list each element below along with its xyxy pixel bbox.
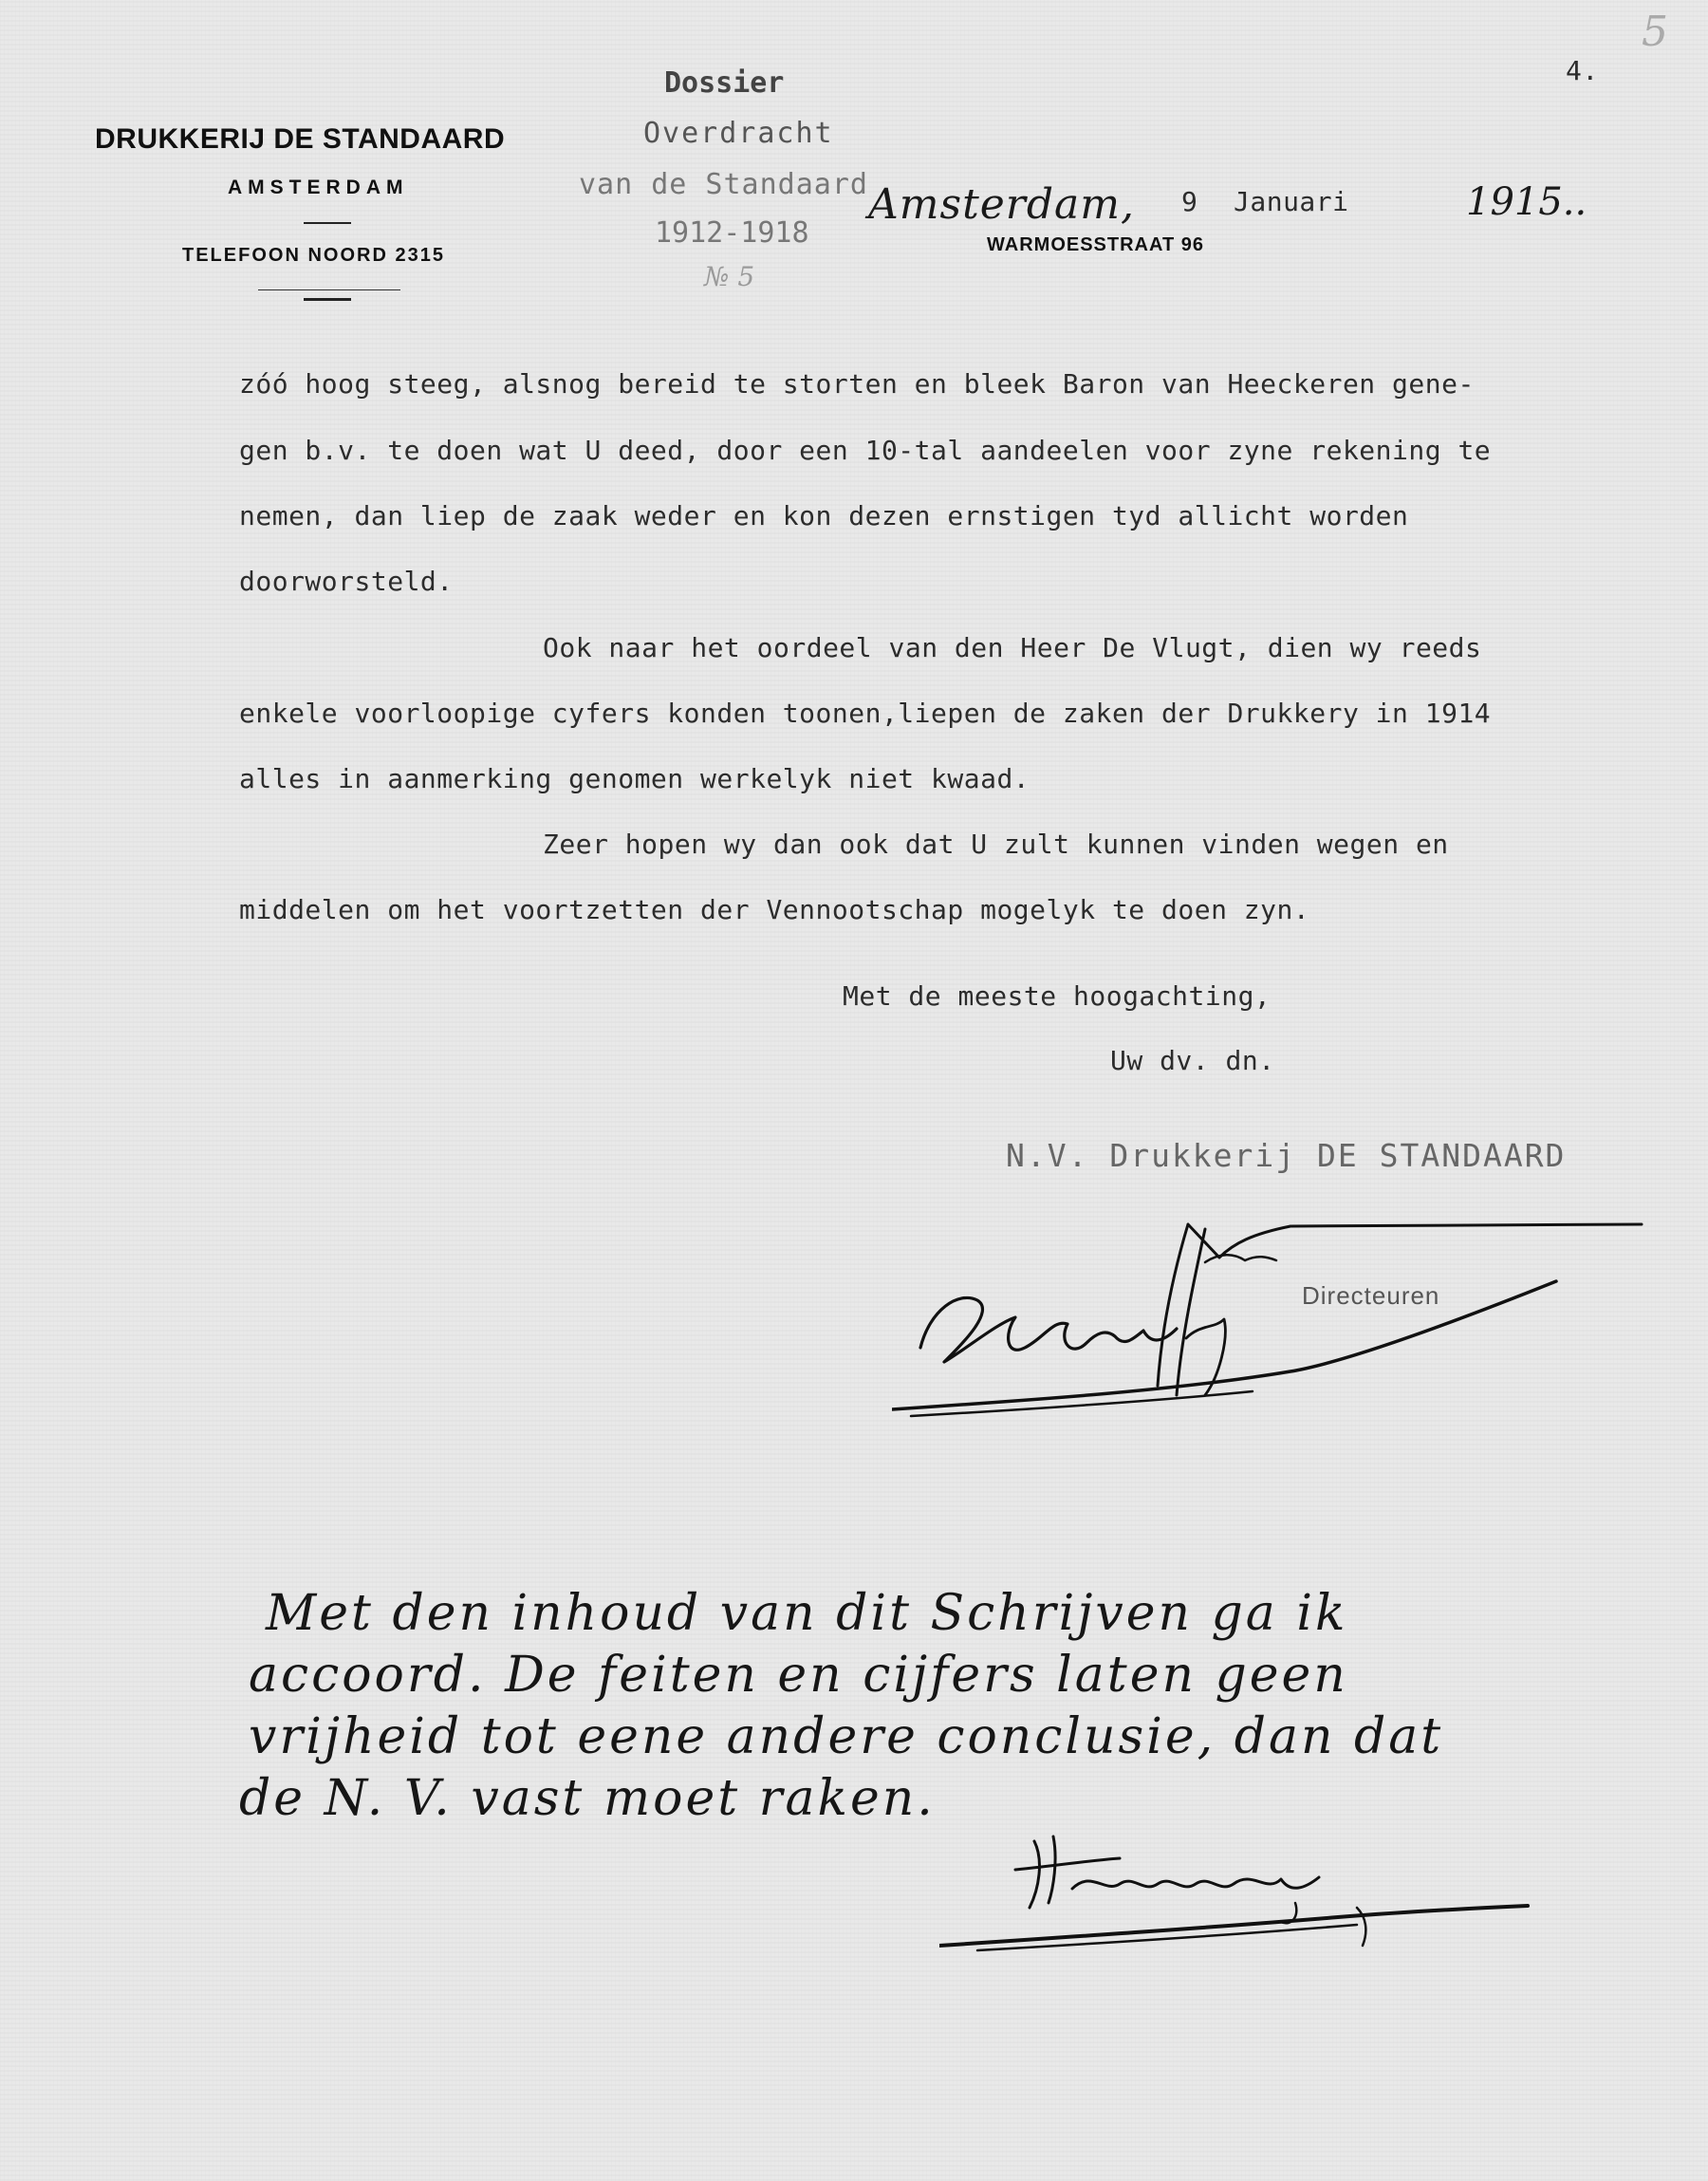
archive-stamp-line: Overdracht [643, 117, 834, 150]
letterhead-underline-bold [304, 298, 351, 301]
body-line: middelen om het voortzetten der Vennootschap mogelyk te doen zyn. [239, 894, 1310, 925]
letterhead-company: DRUKKERIJ DE STANDAARD [95, 123, 506, 155]
date-year: 1915.. [1466, 180, 1587, 224]
archive-stamp-title: Dossier [664, 66, 785, 100]
closing-servant: Uw dv. dn. [1110, 1045, 1275, 1076]
handwritten-note-line: vrijheid tot eene andere conclusie, dan dat [249, 1708, 1444, 1765]
letterhead-city: AMSTERDAM [228, 177, 409, 198]
company-stamp: N.V. Drukkerij DE STANDAARD [1006, 1137, 1567, 1174]
body-line: Ook naar het oordeel van den Heer De Vlugt, dien wy reeds [543, 632, 1482, 663]
letterhead-divider [304, 222, 351, 224]
page-number: 4. [1566, 55, 1599, 86]
pencil-page-number: 5 [1642, 8, 1668, 56]
signature-title: Directeuren [1302, 1281, 1440, 1310]
handwritten-note-line: accoord. De feiten en cijfers laten geen [249, 1647, 1348, 1704]
archive-stamp-line: van de Standaard [579, 168, 868, 201]
archive-stamp-years: 1912-1918 [655, 216, 809, 250]
body-line: enkele voorloopige cyfers konden toonen,liepen de zaken der Drukkery in 1914 [239, 698, 1492, 729]
body-line: gen b.v. te doen wat U deed, door een 10-tal aandeelen voor zyne rekening te [239, 435, 1492, 466]
handwritten-note-line: Met den inhoud van dit Schrijven ga ik [266, 1585, 1348, 1642]
letterhead-phone: TELEFOON NOORD 2315 [182, 245, 445, 266]
letterhead-underline [258, 289, 400, 290]
body-line: nemen, dan liep de zaak weder en kon dezen ernstigen tyd allicht worden [239, 500, 1409, 531]
archive-stamp-number: № 5 [704, 261, 755, 292]
date-month: Januari [1234, 186, 1349, 217]
body-line: zóó hoog steeg, alsnog bereid te storten en bleek Baron van Heeckeren gene- [239, 368, 1475, 400]
de-vlugt-signature [939, 1803, 1556, 1955]
letterhead-street: WARMOESSTRAAT 96 [987, 234, 1204, 255]
director-signatures [892, 1205, 1651, 1433]
closing-greeting: Met de meeste hoogachting, [843, 980, 1272, 1012]
date-day: 9 [1181, 186, 1198, 217]
body-line: Zeer hopen wy dan ook dat U zult kunnen vinden wegen en [543, 829, 1449, 860]
body-line: doorworsteld. [239, 566, 454, 597]
body-line: alles in aanmerking genomen werkelyk niet kwaad. [239, 763, 1030, 794]
date-place: Amsterdam, [868, 180, 1135, 229]
handwritten-note-line: de N. V. vast moet raken. [239, 1770, 936, 1827]
